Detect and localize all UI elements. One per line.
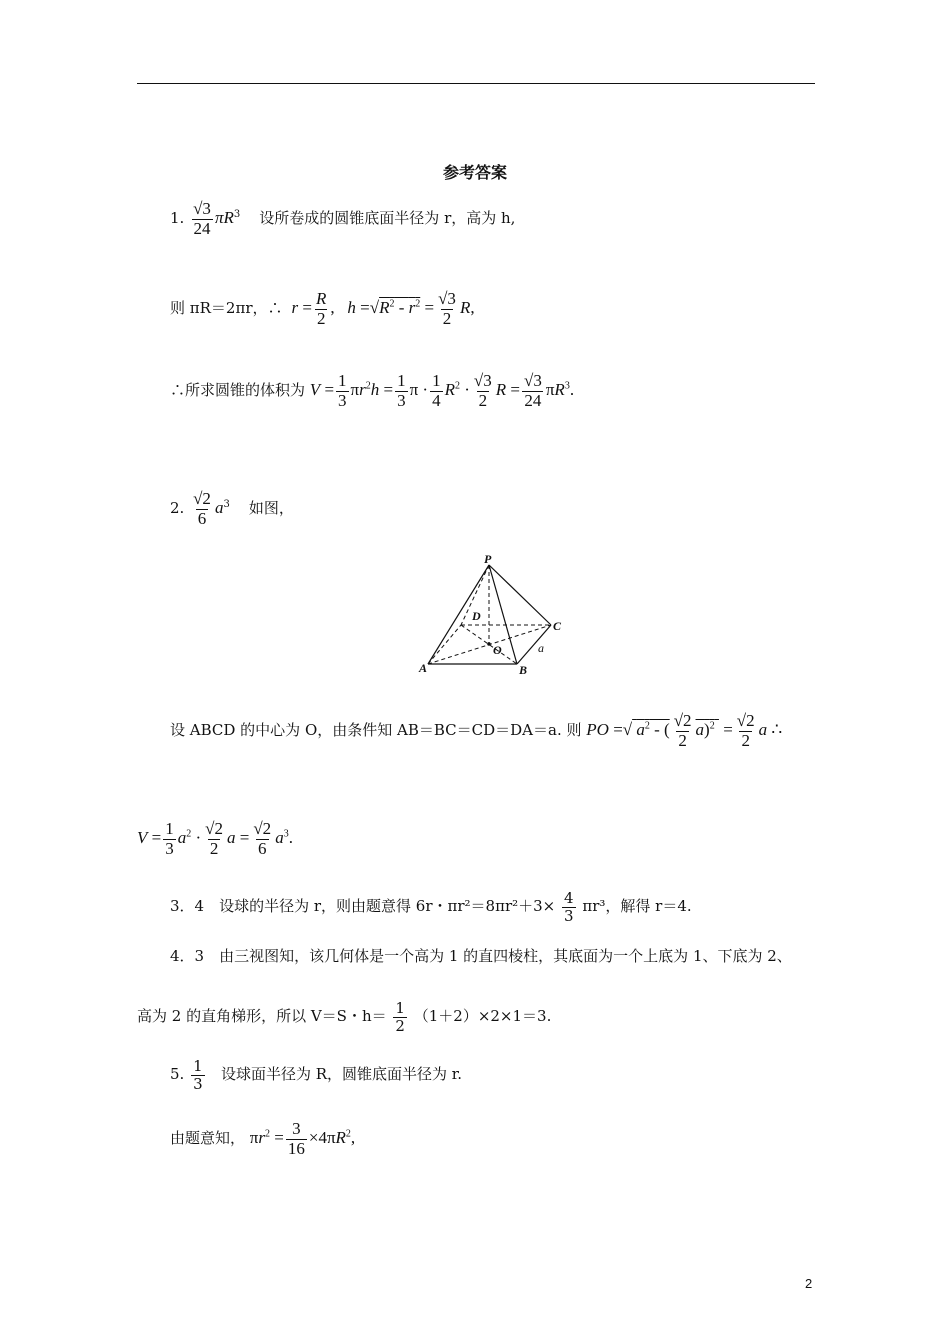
q3-frac-num: 4 <box>564 889 574 907</box>
q5-fraction <box>191 1058 205 1092</box>
q1-line3-prefix: ∴所求圆锥的体积为 <box>170 381 306 400</box>
page-number: 2 <box>805 1276 813 1291</box>
q5-text: 设球面半径为 R，圆锥底面半径为 r. <box>220 1065 463 1083</box>
page-title: 参考答案 <box>442 163 507 182</box>
q4-line2-tail: （1＋2）×2×1＝3. <box>413 1007 552 1025</box>
label-A: A <box>419 661 428 675</box>
q4-frac-num: 1 <box>395 999 405 1017</box>
q1-line3 <box>170 372 574 410</box>
q2-po-formula: PO =√ $a^2$ - ( $\frac{√2}{2}$ a)$^2$ = $\frac{√2}{2}$ a ∴ <box>586 711 783 750</box>
q2-line2 <box>170 712 782 750</box>
q4-line2 <box>137 1000 551 1034</box>
label-D: D <box>472 609 481 623</box>
q1-answer-tail: πR <box>214 208 234 228</box>
label-B: B <box>519 663 528 677</box>
q3-fraction <box>562 890 576 924</box>
q2-answer-den: 6 <box>197 508 207 528</box>
q4-line2-prefix: 高为 2 的直角梯形，所以 V＝S・h＝ <box>137 1007 387 1025</box>
q5-line2-prefix: 由题意知， <box>170 1129 246 1148</box>
q5-frac-num: 1 <box>193 1057 203 1075</box>
q1-volume-formula: V = $\frac{1}{3}$ $\pi r^2h$ = $\frac{1}{3}$ π · $\frac{1}{4}$ $R^2$ · $\frac{√3}{2}$ R = $\frac{√3}{24}$ $\pi R^3$. <box>309 371 575 410</box>
q1-line2-prefix: 则 πR＝2πr，∴ <box>170 299 283 318</box>
q4-frac-den: 2 <box>395 1016 405 1035</box>
q3-text: 3．4 设球的半径为 r，则由题意得 6r・πr²＝8πr²＋3× <box>170 897 556 915</box>
center-O-point <box>487 642 491 646</box>
q5-number: 5. <box>170 1065 185 1083</box>
q2-line1: 2. $\frac{√2}{6}$ $a^3$ 如图， <box>170 489 294 528</box>
q1-answer-fraction <box>191 200 213 238</box>
label-P: P <box>484 552 492 566</box>
q2-volume-line <box>137 820 293 858</box>
edge-PC <box>489 565 551 625</box>
q2-answer-tail: a <box>214 498 224 518</box>
q5-line1 <box>170 1058 462 1092</box>
q2-answer-fraction <box>191 490 213 528</box>
q5-frac-den: 3 <box>193 1074 203 1093</box>
pyramid-figure <box>415 552 575 682</box>
q1-number: 1. <box>170 209 185 228</box>
q3-tail: πr³，解得 r＝4. <box>582 897 692 915</box>
label-C: C <box>553 619 562 633</box>
q2-text: 如图， <box>248 499 294 518</box>
q1-answer-den: 24 <box>193 218 211 238</box>
q2-answer-num: √2 <box>193 489 211 508</box>
q5-line2 <box>170 1120 355 1158</box>
q2-volume-formula: V = $\frac{1}{3}$ $a^2$ · $\frac{√2}{2}$ a = $\frac{√2}{6}$ $a^3$. <box>137 819 293 858</box>
edge-BC <box>517 625 551 664</box>
q5-formula: $\pi r^2$ = $\frac{3}{16}$ $\times 4\pi R^2$, <box>249 1119 356 1158</box>
header-rule <box>137 83 815 84</box>
q1-line1: 1. $\frac{√3}{24}$ $\pi R^3$ 设所卷成的圆锥底面半径为 r，高为 h, <box>170 199 516 238</box>
q1-formula-r: r = $\frac{R}{2}$ , $h =√R^2 - r^2$ = $\frac{√3}{2}$ R, <box>291 289 475 328</box>
q2-number: 2. <box>170 499 185 518</box>
q1-text: 设所卷成的圆锥底面半径为 r，高为 h, <box>259 209 516 228</box>
q2-line2-prefix: 设 ABCD 的中心为 O，由条件知 AB＝BC＝CD＝DA＝a. 则 <box>170 721 582 740</box>
q1-line2 <box>170 290 475 328</box>
label-O: O <box>493 643 502 657</box>
q3-line <box>170 890 692 924</box>
label-a: a <box>538 641 544 655</box>
q4-fraction <box>393 1000 407 1034</box>
q4-line1: 4．3 由三视图知，该几何体是一个高为 1 的直四棱柱，其底面为一个上底为 1、下底为 2、 <box>170 947 792 965</box>
q1-answer-num: √3 <box>193 199 211 218</box>
edge-AD <box>428 625 461 664</box>
q3-frac-den: 3 <box>564 906 574 925</box>
